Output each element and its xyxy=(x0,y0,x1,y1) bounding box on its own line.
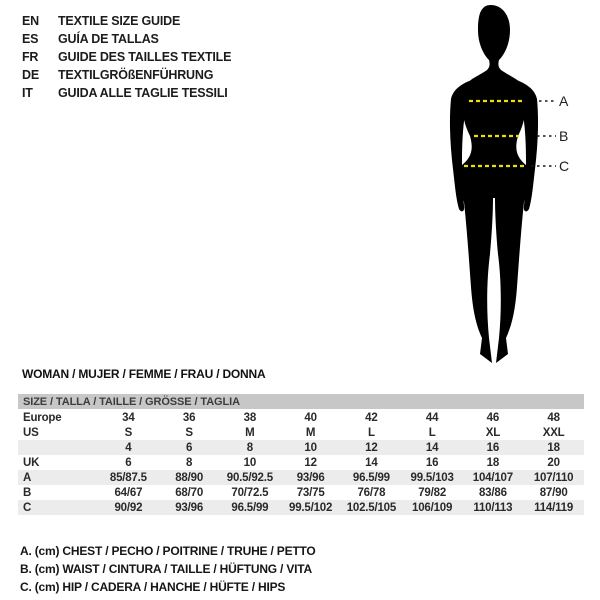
table-cell: M xyxy=(305,426,316,439)
table-cell: 18 xyxy=(486,456,500,469)
section-title-woman: WOMAN / MUJER / FEMME / FRAU / DONNA xyxy=(22,367,266,381)
table-cell: 12 xyxy=(304,456,317,469)
table-cell: 93/96 xyxy=(296,471,325,484)
table-row-us-numbers xyxy=(18,440,584,455)
table-row-waist-b xyxy=(18,485,584,500)
table-cell: 14 xyxy=(365,456,378,469)
language-title: TEXTILE SIZE GUIDE xyxy=(58,14,181,28)
language-code: FR xyxy=(22,50,39,64)
table-cell: 10 xyxy=(243,456,257,469)
language-title: GUÍA DE TALLAS xyxy=(58,32,159,46)
table-cell: 88/90 xyxy=(175,471,204,484)
table-cell: 6 xyxy=(186,441,193,454)
language-title: GUIDA ALLE TAGLIE TESSILI xyxy=(58,86,228,100)
language-row-it xyxy=(22,84,231,102)
table-cell: L xyxy=(428,426,436,439)
table-cell: 87/90 xyxy=(539,486,568,499)
table-cell: 12 xyxy=(365,441,378,454)
language-code: DE xyxy=(22,68,39,82)
language-code: EN xyxy=(22,14,39,28)
measurement-figure xyxy=(425,2,600,370)
row-label: A xyxy=(23,471,32,484)
woman-silhouette-svg xyxy=(425,2,560,370)
table-cell: S xyxy=(124,426,133,439)
table-cell: L xyxy=(367,426,375,439)
language-row-en xyxy=(22,12,231,30)
table-cell: 48 xyxy=(547,411,560,424)
marker-label-chest: A xyxy=(559,93,569,109)
table-cell: 70/72.5 xyxy=(231,486,269,499)
legend-waist: B. (cm) WAIST / CINTURA / TAILLE / HÜFTUNG / VITA xyxy=(20,562,312,576)
language-row-es xyxy=(22,30,231,48)
table-cell: S xyxy=(185,426,193,439)
language-title: TEXTILGRÖßENFÜHRUNG xyxy=(58,68,214,82)
language-row-de xyxy=(22,66,231,84)
row-label: B xyxy=(23,486,32,499)
table-cell: 16 xyxy=(425,456,439,469)
table-cell: 34 xyxy=(122,411,135,424)
body-silhouette xyxy=(459,5,529,363)
table-cell: 64/67 xyxy=(114,486,143,499)
table-cell: 99.5/103 xyxy=(410,471,454,484)
table-cell: 90/92 xyxy=(114,501,143,514)
marker-label-waist: B xyxy=(559,128,569,144)
table-cell: 107/110 xyxy=(533,471,574,484)
marker-label-hip: C xyxy=(559,158,570,174)
table-cell: 76/78 xyxy=(357,486,386,499)
table-cell: 93/96 xyxy=(175,501,204,514)
table-cell: 104/107 xyxy=(472,471,513,484)
table-cell: 73/75 xyxy=(296,486,325,499)
table-cell: 38 xyxy=(243,411,257,424)
table-cell: 44 xyxy=(425,411,439,424)
table-row-hip-c xyxy=(18,500,584,515)
table-cell: XL xyxy=(485,426,501,439)
table-cell: XXL xyxy=(542,426,565,439)
table-row-us-letters xyxy=(18,425,584,440)
table-cell: 6 xyxy=(125,456,132,469)
table-cell: 106/109 xyxy=(412,501,453,514)
language-title: GUIDE DES TAILLES TEXTILE xyxy=(58,50,232,64)
table-cell: 16 xyxy=(486,441,500,454)
table-row-chest-a xyxy=(18,470,584,485)
language-row-fr xyxy=(22,48,231,66)
table-cell: 90.5/92.5 xyxy=(226,471,273,484)
table-cell: 110/113 xyxy=(473,501,513,514)
table-cell: 18 xyxy=(547,441,560,454)
table-cell: 4 xyxy=(125,441,132,454)
legend-hip: C. (cm) HIP / CADERA / HANCHE / HÜFTE / HIPS xyxy=(20,580,286,594)
table-cell: 8 xyxy=(186,456,193,469)
table-cell: 96.5/99 xyxy=(231,501,269,514)
table-cell: 102.5/105 xyxy=(346,501,397,514)
row-label: C xyxy=(23,501,32,514)
table-cell: 14 xyxy=(425,441,439,454)
table-cell: 83/86 xyxy=(478,486,507,499)
table-cell: 40 xyxy=(304,411,317,424)
table-cell: 46 xyxy=(486,411,500,424)
table-cell: 42 xyxy=(365,411,378,424)
row-label: US xyxy=(23,426,39,439)
table-row-uk xyxy=(18,455,584,470)
row-label: UK xyxy=(23,456,40,469)
table-cell: 96.5/99 xyxy=(352,471,390,484)
language-code: ES xyxy=(22,32,39,46)
measurement-legend xyxy=(20,544,316,598)
table-cell: M xyxy=(245,426,255,439)
table-cell: 99.5/102 xyxy=(289,501,333,514)
language-list xyxy=(22,12,231,102)
legend-chest: A. (cm) CHEST / PECHO / POITRINE / TRUHE / PETTO xyxy=(20,544,316,558)
table-cell: 79/82 xyxy=(418,486,447,499)
row-label: Europe xyxy=(23,411,62,424)
table-cell: 85/87.5 xyxy=(109,471,147,484)
table-cell: 114/119 xyxy=(534,501,574,514)
language-code: IT xyxy=(22,86,33,100)
table-row-europe xyxy=(18,410,584,425)
size-table xyxy=(18,394,584,515)
table-header: SIZE / TALLA / TAILLE / GRÖSSE / TAGLIA xyxy=(18,394,584,409)
table-cell: 36 xyxy=(182,411,196,424)
table-cell: 8 xyxy=(246,441,253,454)
table-cell: 20 xyxy=(547,456,560,469)
table-cell: 68/70 xyxy=(175,486,204,499)
table-cell: 10 xyxy=(304,441,317,454)
